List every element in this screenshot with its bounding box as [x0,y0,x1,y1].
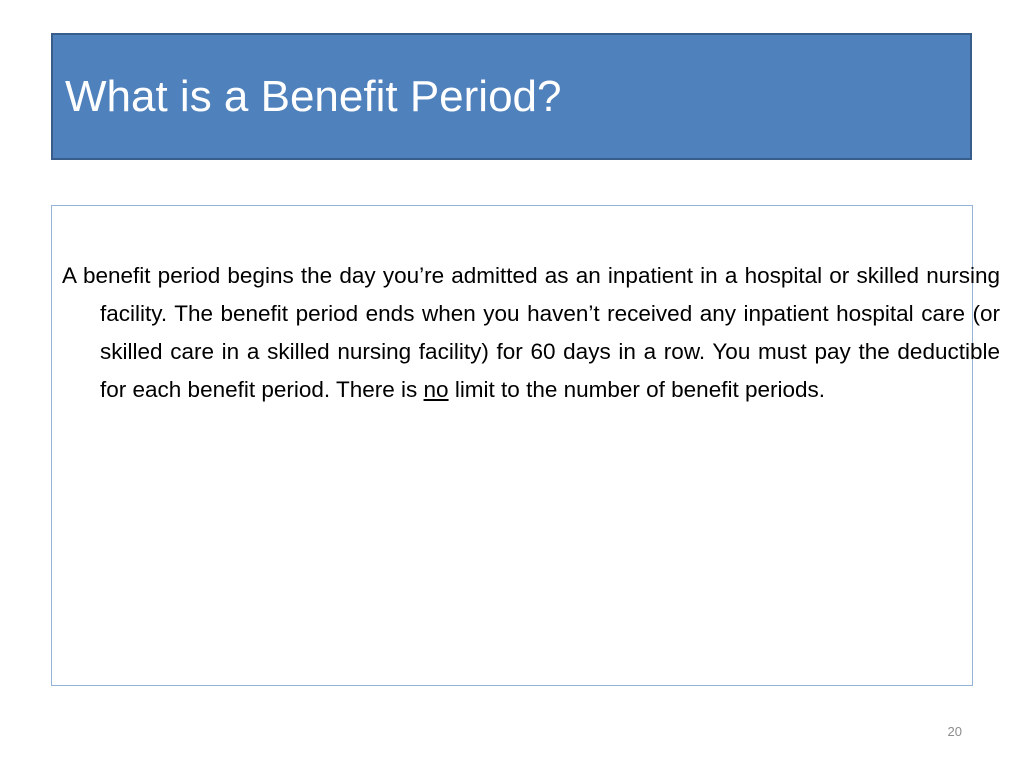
emphasis-no: no [423,377,449,402]
slide-number: 20 [947,724,962,739]
slide-title: What is a Benefit Period? [65,72,562,121]
body-paragraph [62,257,1000,409]
title-bar [51,33,972,160]
body-text-part1: A benefit period begins the day you’re admitted as an inpatient in a hospital or skilled nursing facility. The benefit period ends when you haven’t received any inpatient hospital care (or skilled care in a skilled nursing facility) for 60 days in a row. You must pay the deductible for each benefit period. There is [62,263,1000,402]
body-text-part2: limit to the number of benefit periods. [448,377,826,402]
content-box [51,205,1000,686]
